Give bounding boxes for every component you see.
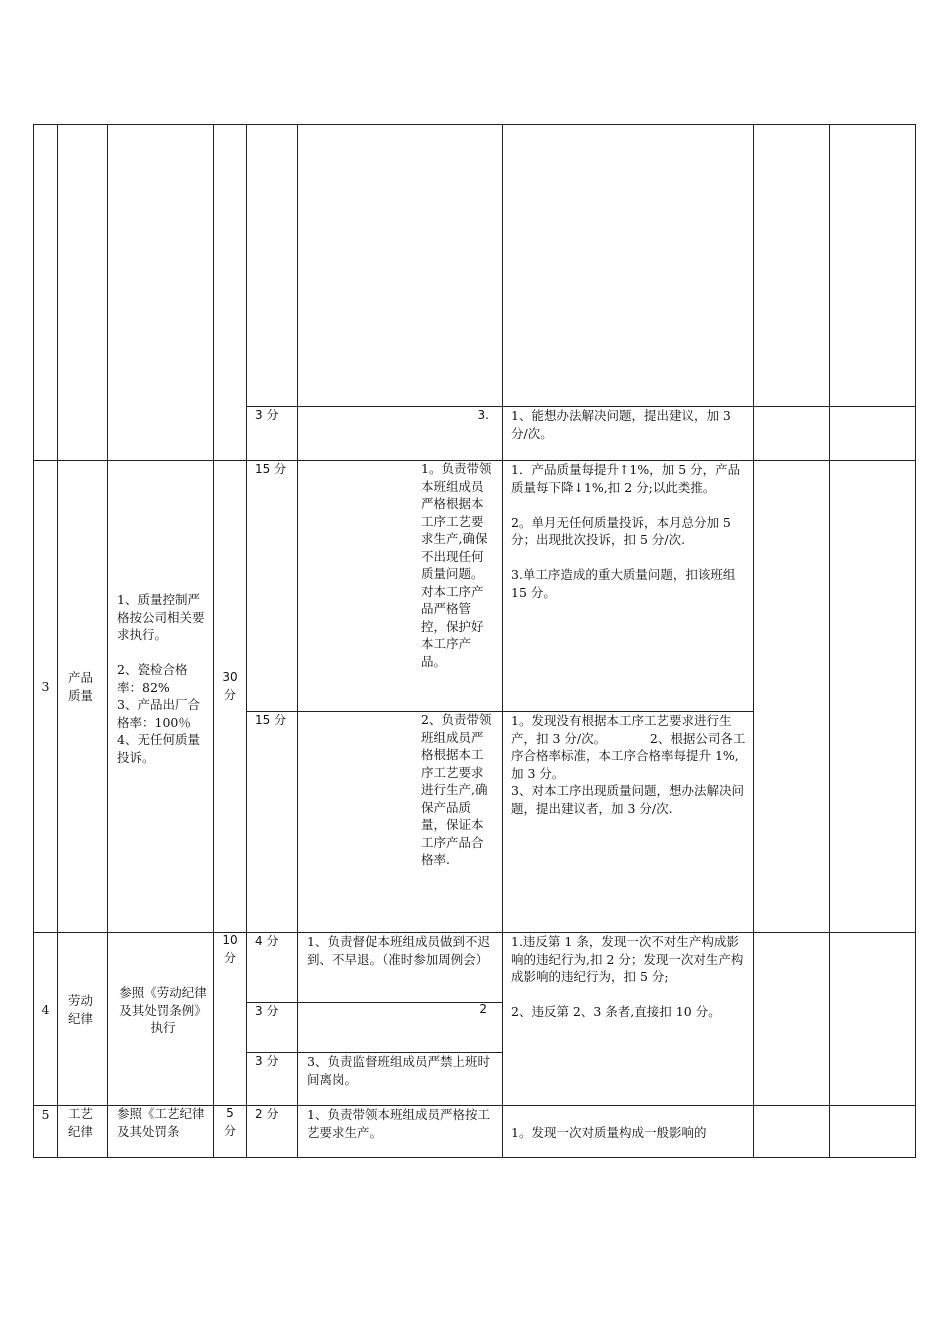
rule-cell: 1。发现没有根据本工序工艺要求进行生产，扣 3 分/次。 2、根据公司各工序合格率标准，本工序合格率每提升 1%,加 3 分。 3、对本工序出现质量问题，想办法解决问题，提出建议者，加 3 分/次.: [511, 713, 746, 816]
points-cell: 30 分: [222, 670, 238, 702]
row-number: 5: [41, 1107, 50, 1122]
standard-cell: 参照《工艺纪律及其处罚条: [117, 1106, 205, 1139]
score-cell: 3 分: [255, 1054, 279, 1068]
score-cell: 3 分: [255, 1004, 279, 1018]
duty-cell: 3.: [477, 408, 489, 422]
score-cell: 15 分: [255, 462, 287, 476]
rule-cell: 1.违反第 1 条，发现一次不对生产构成影响的违纪行为,扣 2 分；发现一次对生产构成影响的违纪行为，扣 5 分; 2、违反第 2、3 条者,直接扣 10 分。: [511, 934, 744, 1019]
duty-cell: 1、负责督促本班组成员做到不迟到、不早退。（准时参加周例会）: [307, 934, 490, 967]
row-number: 4: [41, 1002, 50, 1017]
item-name: 劳动 纪律: [68, 993, 94, 1026]
score-cell: 4 分: [255, 934, 279, 948]
standard-cell: 参照《劳动纪律及其处罚条例》执行: [119, 985, 207, 1035]
rule-cell: 1．产品质量每提升↑1%，加 5 分，产品质量每下降↓1%,扣 2 分;以此类推。 2。单月无任何质量投诉，本月总分加 5 分；出现批次投诉，扣 5 分/次. 3.单工序造成的重大质量问题，扣该班组 15 分。: [511, 462, 741, 600]
points-cell: 10 分: [222, 933, 238, 965]
row-number: 3: [41, 679, 50, 694]
item-name: 工艺 纪律: [68, 1106, 94, 1139]
duty-cell: 2、负责带领班组成员严格根据本工序工艺要求进行生产,确保产品质量，保证本工序产品合格率.: [421, 712, 492, 867]
points-cell: 5 分: [223, 1106, 236, 1138]
standard-cell: 1、质量控制严格按公司相关要求执行。 2、瓷检合格率：82% 3、产品出厂合格率：100％ 4、无任何质量投诉。: [117, 592, 205, 765]
score-cell: 3 分: [255, 408, 279, 422]
score-cell: 2 分: [255, 1107, 279, 1121]
duty-cell: 2: [479, 1002, 487, 1016]
assessment-table: [33, 124, 916, 1158]
score-cell: 15 分: [255, 713, 287, 727]
duty-cell: 1、负责带领本班组成员严格按工艺要求生产。: [307, 1107, 490, 1140]
duty-cell: 1。负责带领本班组成员严格根据本工序工艺要求生产,确保不出现任何质量问题。对本工序产品严格管控，保护好本工序产品。: [421, 461, 492, 669]
rule-cell: 1、能想办法解决问题，提出建议，加 3 分/次。: [511, 408, 731, 441]
rule-cell: 1。发现一次对质量构成一般影响的: [511, 1125, 707, 1140]
duty-cell: 3、负责监督班组成员严禁上班时间离岗。: [307, 1054, 490, 1087]
item-name: 产品 质量: [68, 670, 94, 703]
